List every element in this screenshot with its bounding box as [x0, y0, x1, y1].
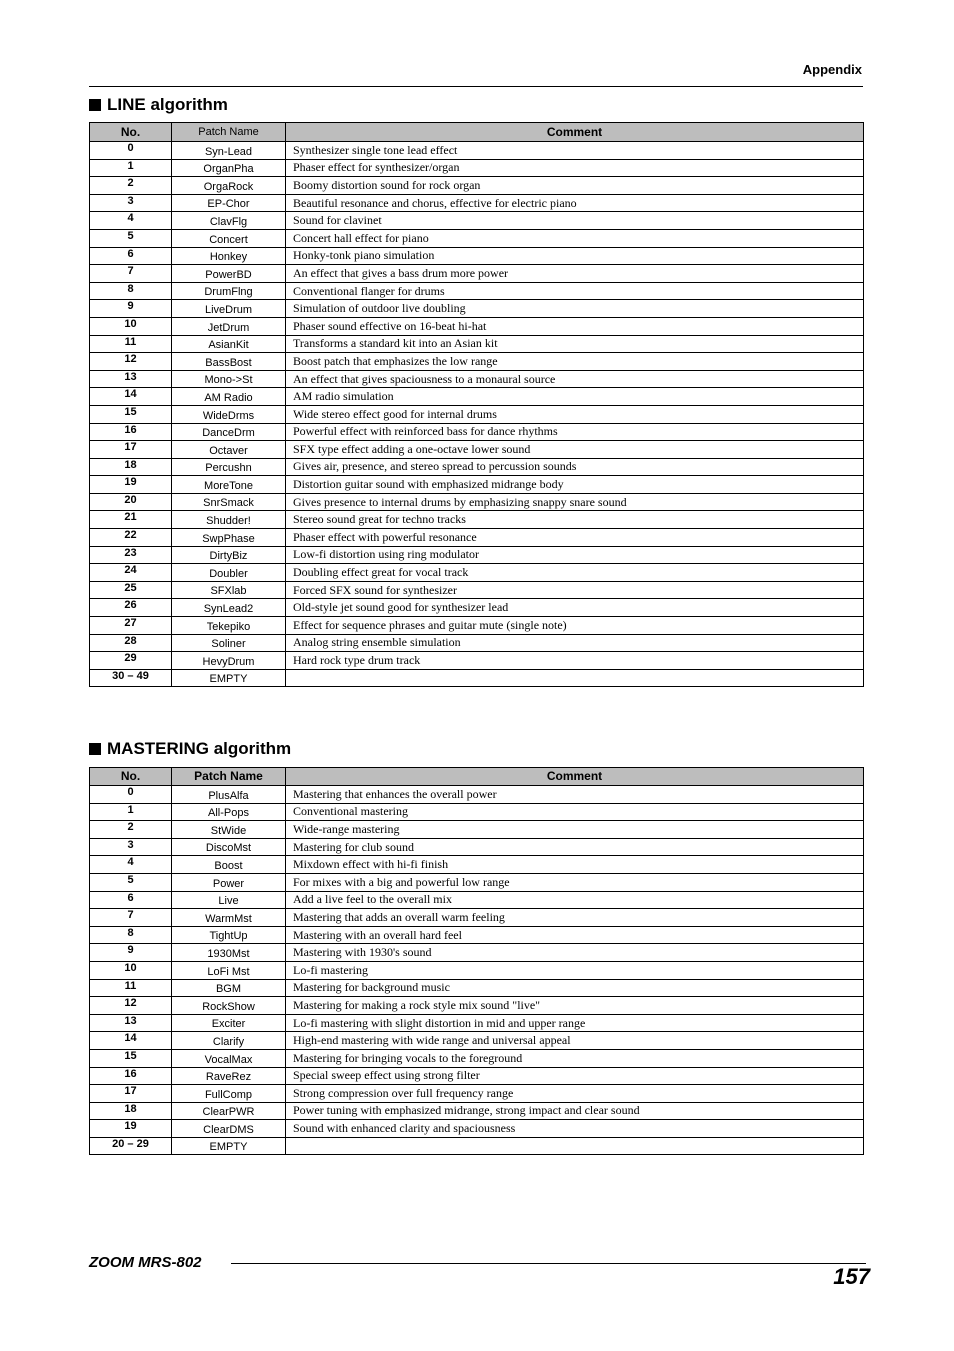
- patch-name: ClavFlg: [172, 212, 286, 230]
- page-number: 157: [833, 1264, 870, 1289]
- table-row: [90, 821, 864, 839]
- patch-comment: Mixdown effect with hi-fi finish: [286, 856, 864, 874]
- table-row: [90, 1032, 864, 1050]
- table-row: [90, 617, 864, 635]
- patch-name: DiscoMst: [172, 838, 286, 856]
- patch-comment: Phaser effect with powerful resonance: [286, 529, 864, 547]
- patch-comment: Phaser sound effective on 16-beat hi-hat: [286, 317, 864, 335]
- table-row: [90, 247, 864, 265]
- table-row: [90, 1137, 864, 1155]
- patch-comment: [286, 1137, 864, 1155]
- table-row: [90, 511, 864, 529]
- patch-number: 1: [90, 803, 172, 821]
- line-title-text: LINE algorithm: [107, 95, 228, 114]
- patch-number: 9: [90, 300, 172, 318]
- table-row: [90, 838, 864, 856]
- patch-number: 26: [90, 599, 172, 617]
- square-bullet-icon: [89, 99, 101, 111]
- patch-comment: Forced SFX sound for synthesizer: [286, 581, 864, 599]
- patch-name: VocalMax: [172, 1049, 286, 1067]
- patch-comment: High-end mastering with wide range and universal appeal: [286, 1032, 864, 1050]
- patch-name: SynLead2: [172, 599, 286, 617]
- table-row: [90, 669, 864, 687]
- patch-number: 30 – 49: [90, 669, 172, 687]
- patch-comment: Boomy distortion sound for rock organ: [286, 177, 864, 195]
- patch-comment: Gives presence to internal drums by emphasizing snappy snare sound: [286, 493, 864, 511]
- patch-name: Shudder!: [172, 511, 286, 529]
- patch-name: EMPTY: [172, 669, 286, 687]
- patch-number: 1: [90, 159, 172, 177]
- mastering-section-title: [89, 739, 291, 759]
- table-row: [90, 856, 864, 874]
- patch-comment: Mastering that adds an overall warm feeling: [286, 909, 864, 927]
- patch-number: 14: [90, 1032, 172, 1050]
- patch-comment: Mastering that enhances the overall power: [286, 786, 864, 804]
- col-header-patch-name: Patch Name: [172, 123, 286, 142]
- patch-name: BGM: [172, 979, 286, 997]
- table-row: [90, 282, 864, 300]
- table-row: [90, 423, 864, 441]
- patch-comment: Simulation of outdoor live doubling: [286, 300, 864, 318]
- patch-name: AM Radio: [172, 388, 286, 406]
- patch-comment: Conventional mastering: [286, 803, 864, 821]
- patch-number: 12: [90, 997, 172, 1015]
- table-row: [90, 529, 864, 547]
- patch-number: 15: [90, 405, 172, 423]
- patch-name: OrganPha: [172, 159, 286, 177]
- patch-number: 24: [90, 564, 172, 582]
- patch-name: PlusAlfa: [172, 786, 286, 804]
- patch-number: 18: [90, 458, 172, 476]
- table-row: [90, 564, 864, 582]
- patch-comment: Mastering for club sound: [286, 838, 864, 856]
- patch-name: BassBost: [172, 353, 286, 371]
- table-row: [90, 317, 864, 335]
- patch-number: 16: [90, 423, 172, 441]
- patch-number: 6: [90, 247, 172, 265]
- table-row: [90, 1067, 864, 1085]
- patch-name: Live: [172, 891, 286, 909]
- patch-comment: Mastering for bringing vocals to the foreground: [286, 1049, 864, 1067]
- table-row: [90, 476, 864, 494]
- patch-number: 12: [90, 353, 172, 371]
- patch-number: 25: [90, 581, 172, 599]
- patch-comment: Lo-fi mastering: [286, 961, 864, 979]
- patch-number: 0: [90, 142, 172, 160]
- patch-name: RaveRez: [172, 1067, 286, 1085]
- table-row: [90, 177, 864, 195]
- patch-comment: AM radio simulation: [286, 388, 864, 406]
- table-row: [90, 873, 864, 891]
- patch-name: Exciter: [172, 1014, 286, 1032]
- patch-comment: Beautiful resonance and chorus, effective for electric piano: [286, 194, 864, 212]
- mastering-title-text: MASTERING algorithm: [107, 739, 292, 758]
- patch-name: JetDrum: [172, 317, 286, 335]
- patch-comment: Synthesizer single tone lead effect: [286, 142, 864, 160]
- patch-number: 7: [90, 265, 172, 283]
- patch-name: LiveDrum: [172, 300, 286, 318]
- table-row: [90, 405, 864, 423]
- table-row: [90, 493, 864, 511]
- patch-comment: Special sweep effect using strong filter: [286, 1067, 864, 1085]
- patch-comment: Sound with enhanced clarity and spaciousness: [286, 1120, 864, 1138]
- patch-number: 3: [90, 838, 172, 856]
- table-row: [90, 159, 864, 177]
- footer-brand: ZOOM MRS-802: [89, 1254, 202, 1271]
- table-row: [90, 370, 864, 388]
- patch-name: TightUp: [172, 926, 286, 944]
- table-row: [90, 212, 864, 230]
- table-row: [90, 546, 864, 564]
- patch-number: 14: [90, 388, 172, 406]
- table-row: [90, 300, 864, 318]
- patch-comment: Wide stereo effect good for internal drums: [286, 405, 864, 423]
- patch-number: 13: [90, 1014, 172, 1032]
- patch-name: LoFi Mst: [172, 961, 286, 979]
- patch-number: 9: [90, 944, 172, 962]
- patch-number: 8: [90, 282, 172, 300]
- patch-comment: Sound for clavinet: [286, 212, 864, 230]
- patch-comment: Gives air, presence, and stereo spread to percussion sounds: [286, 458, 864, 476]
- patch-number: 4: [90, 856, 172, 874]
- patch-name: All-Pops: [172, 803, 286, 821]
- patch-number: 27: [90, 617, 172, 635]
- patch-name: SFXlab: [172, 581, 286, 599]
- header-rule: [89, 86, 863, 87]
- patch-name: FullComp: [172, 1085, 286, 1103]
- patch-comment: Old-style jet sound good for synthesizer lead: [286, 599, 864, 617]
- table-row: [90, 229, 864, 247]
- patch-number: 19: [90, 476, 172, 494]
- table-row: [90, 961, 864, 979]
- patch-name: RockShow: [172, 997, 286, 1015]
- patch-comment: Boost patch that emphasizes the low range: [286, 353, 864, 371]
- section-label: Appendix: [802, 62, 862, 77]
- square-bullet-icon: [89, 743, 101, 755]
- patch-comment: Honky-tonk piano simulation: [286, 247, 864, 265]
- table-row: [90, 803, 864, 821]
- patch-number: 20: [90, 493, 172, 511]
- patch-number: 28: [90, 634, 172, 652]
- patch-number: 19: [90, 1120, 172, 1138]
- patch-comment: For mixes with a big and powerful low range: [286, 873, 864, 891]
- patch-comment: An effect that gives spaciousness to a monaural source: [286, 370, 864, 388]
- patch-name: Syn-Lead: [172, 142, 286, 160]
- table-row: [90, 786, 864, 804]
- patch-name: StWide: [172, 821, 286, 839]
- patch-comment: Mastering for background music: [286, 979, 864, 997]
- patch-name: Clarify: [172, 1032, 286, 1050]
- patch-comment: Doubling effect great for vocal track: [286, 564, 864, 582]
- patch-number: 22: [90, 529, 172, 547]
- patch-comment: Conventional flanger for drums: [286, 282, 864, 300]
- patch-name: HevyDrum: [172, 652, 286, 670]
- patch-name: OrgaRock: [172, 177, 286, 195]
- patch-number: 8: [90, 926, 172, 944]
- table-row: [90, 926, 864, 944]
- patch-number: 17: [90, 441, 172, 459]
- patch-comment: Low-fi distortion using ring modulator: [286, 546, 864, 564]
- patch-number: 15: [90, 1049, 172, 1067]
- patch-name: DanceDrm: [172, 423, 286, 441]
- patch-comment: An effect that gives a bass drum more power: [286, 265, 864, 283]
- patch-comment: Analog string ensemble simulation: [286, 634, 864, 652]
- patch-name: AsianKit: [172, 335, 286, 353]
- patch-number: 17: [90, 1085, 172, 1103]
- patch-name: DirtyBiz: [172, 546, 286, 564]
- patch-comment: SFX type effect adding a one-octave lower sound: [286, 441, 864, 459]
- patch-comment: [286, 669, 864, 687]
- table-row: [90, 335, 864, 353]
- table-row: [90, 979, 864, 997]
- table-row: [90, 388, 864, 406]
- patch-number: 6: [90, 891, 172, 909]
- patch-comment: Distortion guitar sound with emphasized midrange body: [286, 476, 864, 494]
- patch-name: EMPTY: [172, 1137, 286, 1155]
- patch-number: 11: [90, 335, 172, 353]
- table-row: [90, 1120, 864, 1138]
- patch-name: Boost: [172, 856, 286, 874]
- patch-name: ClearPWR: [172, 1102, 286, 1120]
- patch-number: 13: [90, 370, 172, 388]
- patch-name: WarmMst: [172, 909, 286, 927]
- table-row: [90, 997, 864, 1015]
- patch-comment: Stereo sound great for techno tracks: [286, 511, 864, 529]
- table-row: [90, 265, 864, 283]
- table-row: [90, 441, 864, 459]
- col-header-comment: Comment: [286, 123, 864, 142]
- patch-comment: Add a live feel to the overall mix: [286, 891, 864, 909]
- table-row: [90, 634, 864, 652]
- patch-name: Mono->St: [172, 370, 286, 388]
- table-row: [90, 599, 864, 617]
- patch-comment: Powerful effect with reinforced bass for dance rhythms: [286, 423, 864, 441]
- patch-name: DrumFlng: [172, 282, 286, 300]
- patch-name: MoreTone: [172, 476, 286, 494]
- patch-number: 5: [90, 873, 172, 891]
- table-row: [90, 142, 864, 160]
- patch-name: EP-Chor: [172, 194, 286, 212]
- patch-comment: Phaser effect for synthesizer/organ: [286, 159, 864, 177]
- table-row: [90, 458, 864, 476]
- patch-comment: Lo-fi mastering with slight distortion in mid and upper range: [286, 1014, 864, 1032]
- patch-name: Percushn: [172, 458, 286, 476]
- table-row: [90, 652, 864, 670]
- patch-name: Tekepiko: [172, 617, 286, 635]
- table-row: [90, 1014, 864, 1032]
- patch-name: Soliner: [172, 634, 286, 652]
- patch-comment: Mastering with an overall hard feel: [286, 926, 864, 944]
- patch-name: Octaver: [172, 441, 286, 459]
- table-row: [90, 581, 864, 599]
- patch-name: Doubler: [172, 564, 286, 582]
- patch-comment: Mastering for making a rock style mix sound "live": [286, 997, 864, 1015]
- patch-number: 11: [90, 979, 172, 997]
- mastering-patch-table: [89, 767, 864, 1155]
- line-section-title: [89, 95, 228, 115]
- patch-comment: Wide-range mastering: [286, 821, 864, 839]
- patch-number: 2: [90, 821, 172, 839]
- col-header-patch-name: Patch Name: [172, 768, 286, 786]
- patch-number: 10: [90, 961, 172, 979]
- patch-comment: Transforms a standard kit into an Asian kit: [286, 335, 864, 353]
- patch-name: Concert: [172, 229, 286, 247]
- patch-name: SnrSmack: [172, 493, 286, 511]
- patch-number: 18: [90, 1102, 172, 1120]
- col-header-no: No.: [90, 768, 172, 786]
- patch-name: SwpPhase: [172, 529, 286, 547]
- patch-number: 3: [90, 194, 172, 212]
- patch-name: 1930Mst: [172, 944, 286, 962]
- table-row: [90, 944, 864, 962]
- patch-number: 23: [90, 546, 172, 564]
- patch-number: 20 – 29: [90, 1137, 172, 1155]
- patch-number: 0: [90, 786, 172, 804]
- line-patch-table: [89, 122, 864, 687]
- table-row: [90, 891, 864, 909]
- patch-number: 4: [90, 212, 172, 230]
- patch-number: 16: [90, 1067, 172, 1085]
- col-header-no: No.: [90, 123, 172, 142]
- patch-comment: Strong compression over full frequency range: [286, 1085, 864, 1103]
- table-row: [90, 909, 864, 927]
- patch-name: Power: [172, 873, 286, 891]
- table-row: [90, 1102, 864, 1120]
- patch-name: WideDrms: [172, 405, 286, 423]
- patch-number: 5: [90, 229, 172, 247]
- patch-comment: Power tuning with emphasized midrange, strong impact and clear sound: [286, 1102, 864, 1120]
- patch-number: 29: [90, 652, 172, 670]
- table-row: [90, 194, 864, 212]
- patch-number: 7: [90, 909, 172, 927]
- table-row: [90, 1049, 864, 1067]
- patch-number: 2: [90, 177, 172, 195]
- col-header-comment: Comment: [286, 768, 864, 786]
- patch-number: 21: [90, 511, 172, 529]
- patch-comment: Hard rock type drum track: [286, 652, 864, 670]
- patch-name: Honkey: [172, 247, 286, 265]
- table-row: [90, 353, 864, 371]
- patch-comment: Concert hall effect for piano: [286, 229, 864, 247]
- patch-name: PowerBD: [172, 265, 286, 283]
- patch-name: ClearDMS: [172, 1120, 286, 1138]
- patch-comment: Effect for sequence phrases and guitar mute (single note): [286, 617, 864, 635]
- table-row: [90, 1085, 864, 1103]
- patch-comment: Mastering with 1930's sound: [286, 944, 864, 962]
- patch-number: 10: [90, 317, 172, 335]
